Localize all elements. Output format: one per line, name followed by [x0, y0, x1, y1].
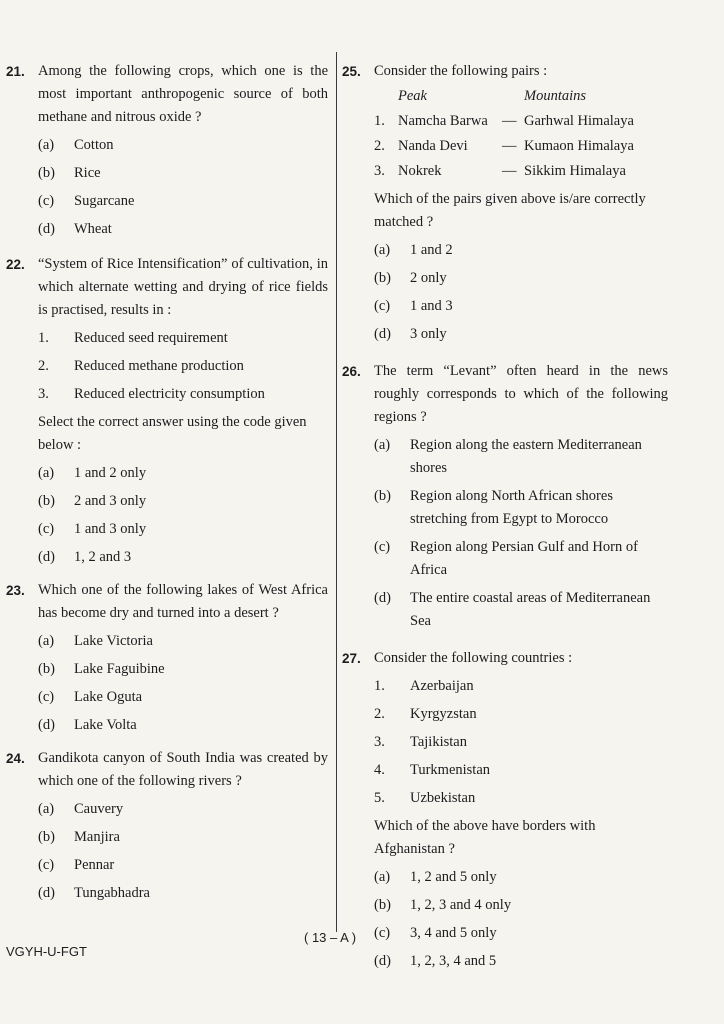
- question-27: [342, 647, 668, 973]
- option-c: (c) Pennar: [38, 857, 115, 873]
- option-a: (a) Lake Victoria: [38, 633, 153, 649]
- option-b: (b) Rice: [38, 165, 101, 181]
- question-text: The term “Levant” often heard in the news roughly corresponds to which of the following regions ?: [374, 363, 668, 425]
- option-c: (c) Sugarcane: [38, 193, 135, 209]
- option-b: (b) 2 and 3 only: [38, 493, 147, 509]
- option-d: (d) Tungabhadra: [38, 885, 150, 901]
- question-number: 23.: [6, 583, 25, 598]
- pair-row: 2. Nanda Devi — Kumaon Himalaya: [374, 138, 634, 154]
- peak-header: Peak: [398, 88, 427, 104]
- option-c: (c) Lake Oguta: [38, 689, 143, 705]
- question-number: 26.: [342, 364, 361, 379]
- right-column: [342, 60, 668, 973]
- pairs-header: [374, 85, 668, 108]
- option-d: (d) Wheat: [38, 221, 112, 237]
- question-text: Which one of the following lakes of West Africa has become dry and turned into a desert ?: [38, 582, 328, 621]
- question-text: “System of Rice Intensification” of cultivation, in which alternate wetting and drying of rice fields is practised, results in :: [38, 256, 328, 318]
- option-c: (c) 1 and 3 only: [38, 521, 147, 537]
- page-number: ( 13 – A ): [304, 930, 357, 945]
- question-number: 21.: [6, 64, 25, 79]
- option-d: (d) 3 only: [374, 326, 447, 342]
- pair-row: 1. Namcha Barwa — Garhwal Himalaya: [374, 113, 634, 129]
- option-a: (a) Region along the eastern Mediterranean shores: [374, 437, 642, 476]
- question-25: [342, 60, 668, 346]
- column-divider: [336, 52, 337, 932]
- option-a: (a) 1, 2 and 5 only: [374, 869, 497, 885]
- question-number: 22.: [6, 257, 25, 272]
- instruction-text: Which of the pairs given above is/are correctly matched ?: [374, 191, 646, 230]
- country-5: 5. Uzbekistan: [374, 790, 476, 806]
- question-number: 27.: [342, 651, 361, 666]
- option-b: (b) Lake Faguibine: [38, 661, 165, 677]
- left-column: [6, 60, 328, 905]
- instruction-text: Which of the above have borders with Afghanistan ?: [374, 818, 596, 857]
- option-c: (c) 1 and 3: [374, 298, 453, 314]
- country-2: 2. Kyrgyzstan: [374, 706, 477, 722]
- option-b: (b) 1, 2, 3 and 4 only: [374, 897, 512, 913]
- option-b: (b) Manjira: [38, 829, 120, 845]
- question-24: [6, 747, 328, 905]
- question-text: Consider the following countries :: [374, 650, 573, 666]
- statement-1: 1. Reduced seed requirement: [38, 330, 228, 346]
- mountains-header: Mountains: [524, 88, 587, 104]
- option-a: (a) Cauvery: [38, 801, 124, 817]
- pair-row: 3. Nokrek — Sikkim Himalaya: [374, 163, 626, 179]
- option-a: (a) Cotton: [38, 137, 114, 153]
- country-4: 4. Turkmenistan: [374, 762, 491, 778]
- option-d: (d) 1, 2, 3, 4 and 5: [374, 953, 497, 969]
- question-text: Among the following crops, which one is the most important anthropogenic source of both methane and nitrous oxide ?: [38, 63, 328, 125]
- option-c: (c) Region along Persian Gulf and Horn of Africa: [374, 539, 638, 578]
- option-a: (a) 1 and 2: [374, 242, 453, 258]
- question-21: [6, 60, 328, 241]
- question-number: 24.: [6, 751, 25, 766]
- instruction-text: Select the correct answer using the code given below :: [38, 414, 307, 453]
- option-d: (d) Lake Volta: [38, 717, 137, 733]
- statement-3: 3. Reduced electricity consumption: [38, 386, 265, 402]
- statement-2: 2. Reduced methane production: [38, 358, 244, 374]
- booklet-code: VGYH-U-FGT: [6, 944, 87, 959]
- question-26: [342, 360, 668, 633]
- country-3: 3. Tajikistan: [374, 734, 467, 750]
- option-a: (a) 1 and 2 only: [38, 465, 147, 481]
- country-1: 1. Azerbaijan: [374, 678, 474, 694]
- question-text: Gandikota canyon of South India was created by which one of the following rivers ?: [38, 750, 328, 789]
- option-d: (d) The entire coastal areas of Mediterranean Sea: [374, 590, 651, 629]
- option-d: (d) 1, 2 and 3: [38, 549, 132, 565]
- question-number: 25.: [342, 64, 361, 79]
- option-b: (b) 2 only: [374, 270, 447, 286]
- question-text: Consider the following pairs :: [374, 63, 548, 79]
- option-b: (b) Region along North African shores stretching from Egypt to Morocco: [374, 488, 613, 527]
- option-c: (c) 3, 4 and 5 only: [374, 925, 497, 941]
- question-23: [6, 579, 328, 737]
- question-22: [6, 253, 328, 569]
